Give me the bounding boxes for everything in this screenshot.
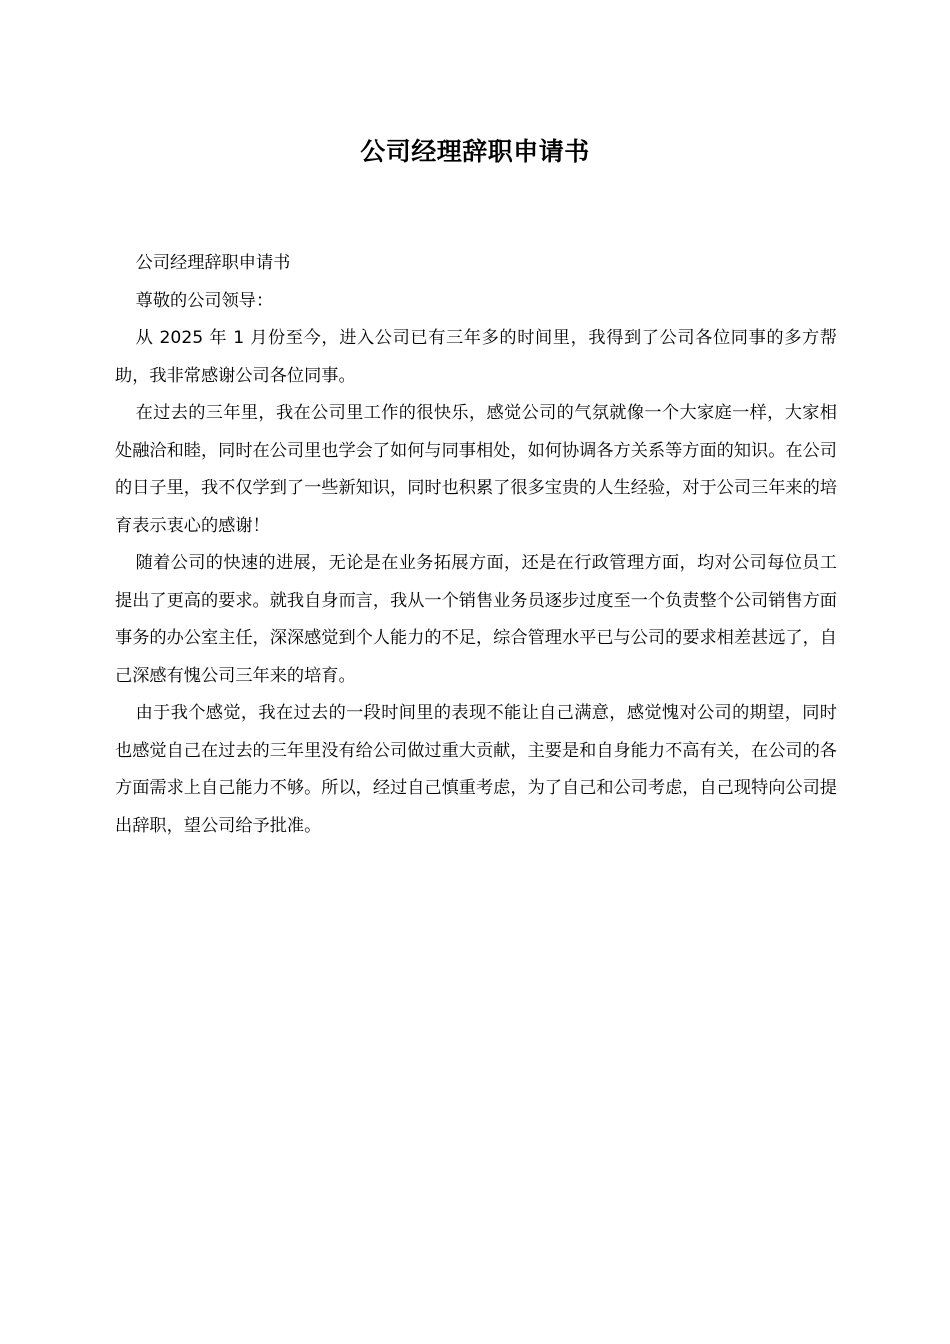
document-title: 公司经理辞职申请书 bbox=[360, 137, 590, 166]
body-heading: 公司经理辞职申请书 bbox=[135, 253, 291, 273]
paragraph-development: 随着公司的快速的进展，无论是在业务拓展方面，还是在行政管理方面，均对公司每位员工提出了更高的要求。就我自身而言，我从一个销售业务员逐步过度至一个负责整个公司销售方面事务的办公室主任，深深感觉到个人能力的不足，综合管理水平已与公司的要求相差甚远了，自己深感有愧公司三年来的培育。 bbox=[115, 553, 837, 686]
paragraph-experience: 在过去的三年里，我在公司里工作的很快乐，感觉公司的气氛就像一个大家庭一样，大家相处融洽和睦，同时在公司里也学会了如何与同事相处，如何协调各方关系等方面的知识。在公司的日子里，我不仅学到了一些新知识，同时也积累了很多宝贵的人生经验，对于公司三年来的培育表示衷心的感谢！ bbox=[115, 403, 837, 536]
paragraph-resignation: 由于我个感觉，我在过去的一段时间里的表现不能让自己满意，感觉愧对公司的期望，同时也感觉自己在过去的三年里没有给公司做过重大贡献，主要是和自身能力不高有关，在公司的各方面需求上自己能力不够。所以，经过自己慎重考虑，为了自己和公司考虑，自己现特向公司提出辞职，望公司给予批准。 bbox=[115, 703, 837, 836]
paragraph-intro: 从 2025 年 1 月份至今，进入公司已有三年多的时间里，我得到了公司各位同事的多方帮助，我非常感谢公司各位同事。 bbox=[115, 328, 837, 386]
document-body bbox=[115, 245, 837, 845]
salutation: 尊敬的公司领导： bbox=[135, 290, 274, 311]
